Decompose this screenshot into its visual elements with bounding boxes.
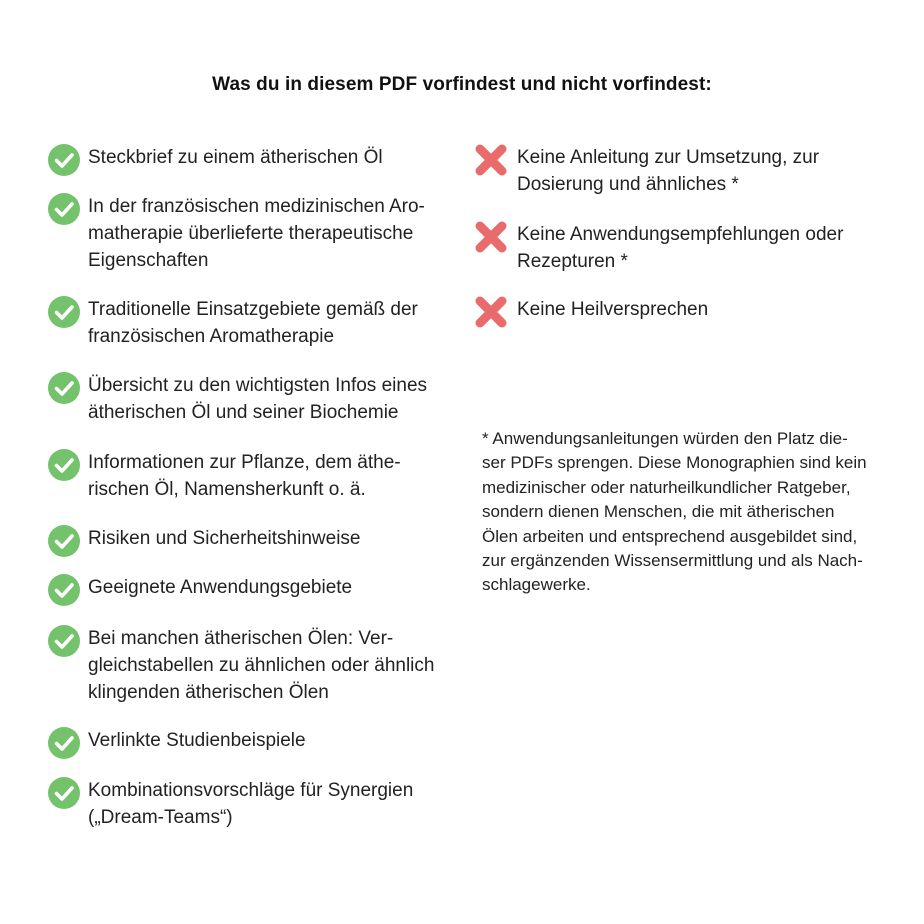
excluded-item-line: Dosierung und ähnliches * (517, 174, 739, 195)
included-item-line: Übersicht zu den wichtigsten Infos eines (88, 375, 428, 396)
check-circle-icon (48, 144, 80, 176)
included-item-line: matherapie überlieferte therapeutische (88, 223, 414, 244)
check-circle-icon (48, 449, 80, 481)
included-item-line: Kombinationsvorschläge für Synergien (88, 780, 414, 801)
page-title: Was du in diesem PDF vorfindest und nicht vorfindest: (212, 74, 712, 95)
included-item-line: Geeignete Anwendungsgebiete (88, 577, 353, 598)
check-circle-icon (48, 372, 80, 404)
check-circle-icon (48, 625, 80, 657)
footnote-line: medizinischer oder naturheilkundlicher Ratgeber, (482, 477, 851, 497)
footnote-line: ser PDFs sprengen. Diese Monographien sind kein (482, 453, 867, 473)
included-item-line: klingenden ätherischen Ölen (88, 682, 329, 703)
included-item-line: Traditionelle Einsatzgebiete gemäß der (88, 299, 418, 320)
check-circle-icon (48, 525, 80, 557)
cross-icon (474, 295, 508, 329)
footnote-line: * Anwendungsanleitungen würden den Platz die- (482, 429, 848, 448)
cross-icon (474, 143, 508, 177)
included-item-line: Verlinkte Studienbeispiele (88, 730, 306, 751)
footnote-line: schlagewerke. (482, 575, 591, 595)
excluded-item-line: Keine Anwendungsempfehlungen oder (517, 224, 844, 245)
footnote-line: sondern dienen Menschen, die mit ätherischen (482, 502, 835, 522)
included-item-line: In der französischen medizinischen Aro- (88, 196, 425, 217)
included-item-line: Eigenschaften (88, 250, 209, 271)
check-circle-icon (48, 727, 80, 759)
check-circle-icon (48, 296, 80, 328)
included-item-line: Bei manchen ätherischen Ölen: Ver- (88, 628, 394, 649)
included-item-line: („Dream-Teams“) (88, 807, 233, 828)
footnote (482, 427, 892, 598)
excluded-item-line: Keine Anleitung zur Umsetzung, zur (517, 147, 820, 168)
check-circle-icon (48, 574, 80, 606)
included-item-line: gleichstabellen zu ähnlichen oder ähnlich (88, 655, 435, 676)
footnote-line: zur ergänzenden Wissensermittlung und als Nach- (482, 551, 863, 571)
included-item-line: ätherischen Öl und seiner Biochemie (88, 402, 399, 423)
excluded-item-line: Rezepturen * (517, 251, 628, 272)
included-item-line: Risiken und Sicherheitshinweise (88, 528, 361, 549)
cross-icon (474, 220, 508, 254)
check-circle-icon (48, 777, 80, 809)
included-item-line: französischen Aromatherapie (88, 326, 335, 347)
excluded-item-line: Keine Heilversprechen (517, 299, 709, 320)
footnote-line: Ölen arbeiten und entsprechend ausgebildet sind, (482, 526, 858, 546)
included-item-line: Informationen zur Pflanze, dem äthe- (88, 452, 401, 473)
included-item-line: rischen Öl, Namensherkunft o. ä. (88, 479, 366, 500)
included-item-line: Steckbrief zu einem ätherischen Öl (88, 147, 383, 168)
check-circle-icon (48, 193, 80, 225)
